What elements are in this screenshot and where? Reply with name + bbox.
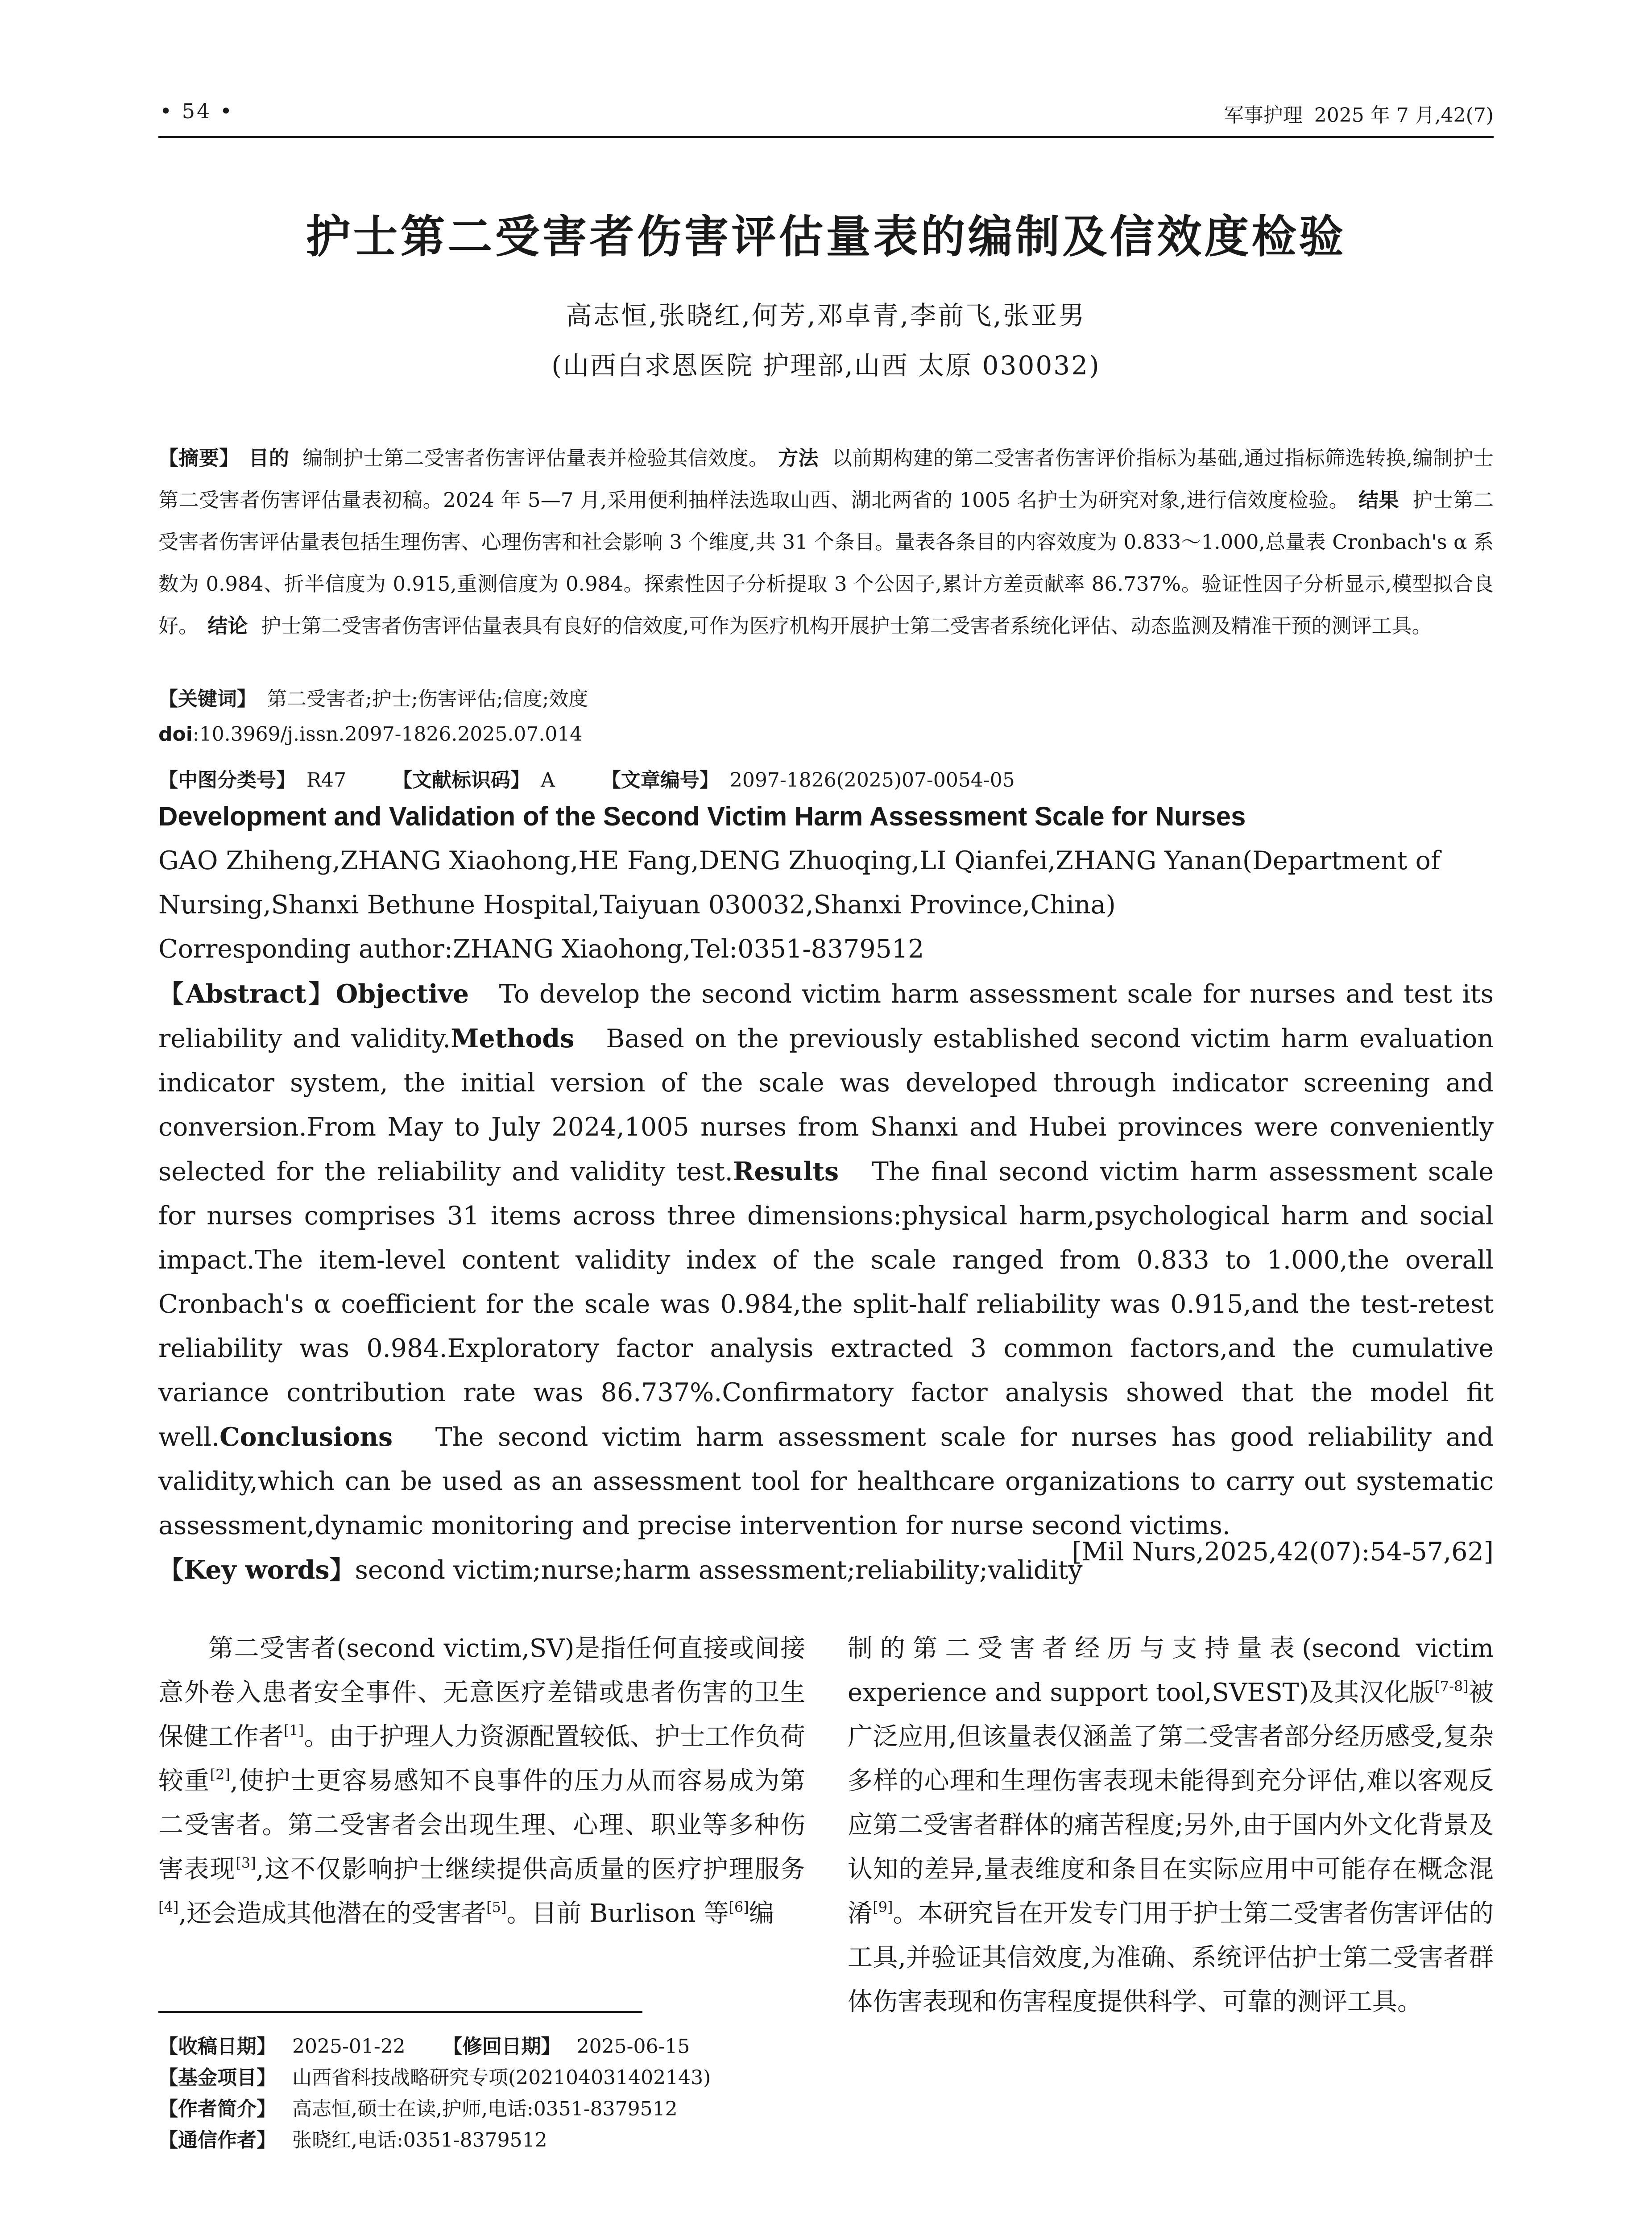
corresponding-text: 张晓红,电话:0351-8379512 [292,2129,547,2152]
methods-en: Based on the previously established second victim harm evaluation indicator system, the initial version of the scale was developed through indicator screening and conversion.From May to July 2024,1005 nurses from Shanxi and Hubei provinces were conveniently selected for the reliability and validity test. [158,1024,1494,1186]
article-number-label: 【文章编号】 [601,769,719,792]
methods-label-cn: 方法 [778,446,819,470]
body-text: 制的第二受害者经历与支持量表(second victim experience and support tool,SVEST)及其汉化版 [848,1634,1494,1707]
keywords-text-cn: 第二受害者;护士;伤害评估;信度;效度 [267,688,588,710]
received-date: 2025-01-22 [292,2035,406,2058]
received-label: 【收稿日期】 [158,2035,276,2058]
body-text: 被广泛应用,但该量表仅涵盖了第二受害者部分经历感受,复杂多样的心理和生理伤害表现未能得到充分评估,难以客观反应第二受害者群体的痛苦程度;另外,由于国内外文化背景及认知的差异,量表维度和条目在实际应用中可能存在概念混淆 [848,1678,1494,1928]
journal-name: 军事护理 [1224,104,1303,127]
running-header [1224,99,1494,128]
abstract-label-en: 【Abstract】 [158,979,336,1009]
abstract-cn [158,437,1494,647]
objective-label-en: Objective [335,979,469,1009]
issue-info: 2025 年 7 月,42(7) [1314,104,1494,127]
doc-code-value: A [541,769,555,792]
body-text: ,使护士更容易感知不良事件的压力从而容易成为第二受害者。第二受害者会出现生理、心理、职业等多种伤害表现 [158,1767,805,1884]
footnote-dates [158,2030,690,2059]
objective-label-cn: 目的 [248,446,290,470]
body-column-left [158,1626,805,1936]
authors-cn: 高志恒,张晓红,何芳,邓卓青,李前飞,张亚男 [566,300,1086,331]
body-text: 第二受害者(second victim,SV)是指任何直接或间接意外卷入患者安全事件、无意医疗差错或患者伤害的卫生保健工作者 [158,1634,805,1751]
footnote-fund [158,2061,711,2090]
citation: [Mil Nurs,2025,42(07):54-57,62] [1072,1537,1494,1567]
conclusions-cn: 护士第二受害者伤害评估量表具有良好的信效度,可作为医疗机构开展护士第二受害者系统化评估、动态监测及精准干预的测评工具。 [261,614,1432,638]
revised-date: 2025-06-15 [576,2035,690,2058]
body-text: 。由于护理人力资源配置较低、护士工作负荷较重 [158,1722,806,1796]
affiliation-cn: (山西白求恩医院 护理部,山西 太原 030032) [551,350,1101,381]
doi-label: doi [158,723,193,746]
objective-en: To develop the second victim harm assessment scale for nurses and test its reliability and validity. [158,979,1494,1053]
methods-cn: 以前期构建的第二受害者伤害评价指标为基础,通过指标筛选转换,编制护士第二受害者伤害评估量表初稿。2024 年 5—7 月,采用便利抽样法选取山西、湖北两省的 1005 名护士为研究对象,进行信效度检验。 [158,446,1494,512]
classification-line [158,764,1015,792]
authors-en-line2: Nursing,Shanxi Bethune Hospital,Taiyuan 030032,Shanxi Province,China) [158,890,1116,920]
keywords-text-en: second victim;nurse;harm assessment;reliability;validity [355,1555,1083,1585]
keywords-label-cn: 【关键词】 [158,688,257,710]
results-label-cn: 结果 [1358,488,1399,512]
citation-ref[interactable]: [4] [158,1899,179,1916]
conclusions-label-en: Conclusions [219,1422,393,1452]
authors-en-line1: GAO Zhiheng,ZHANG Xiaohong,HE Fang,DENG Zhuoqing,LI Qianfei,ZHANG Yanan(Department of [158,846,1441,875]
authors-en [158,839,1494,971]
article-number-value: 2097-1826(2025)07-0054-05 [729,769,1015,792]
clc-value: R47 [306,769,347,792]
results-cn: 护士第二受害者伤害评估量表包括生理伤害、心理伤害和社会影响 3 个维度,共 31 个条目。量表各条目的内容效度为 0.833～1.000,总量表 Cronbach's α 系数为 0.984、折半信度为 0.915,重测信度为 0.984。探索性因子分析提取 3 个公因子,累计方差贡献率 86.737%。验证性因子分析显示,模型拟合良好。 [158,488,1494,638]
paper-title-cn: 护士第二受害者伤害评估量表的编制及信效度检验 [306,211,1346,263]
body-text: 。本研究旨在开发专门用于护士第二受害者伤害评估的工具,并验证其信效度,为准确、系统评估护士第二受害者群体伤害表现和伤害程度提供科学、可靠的测评工具。 [848,1899,1494,2016]
abstract-en [158,972,1494,1592]
citation-ref[interactable]: [7-8] [1434,1678,1469,1695]
footnote-author [158,2093,678,2121]
body-text: ,这不仅影响护士继续提供高质量的医疗护理服务 [256,1855,805,1884]
doi-value[interactable]: :10.3969/j.issn.2097-1826.2025.07.014 [192,723,583,746]
body-text: 编 [749,1899,774,1928]
citation-ref[interactable]: [3] [236,1854,256,1871]
conclusions-label-cn: 结论 [207,614,248,638]
objective-cn: 编制护士第二受害者伤害评估量表并检验其信效度。 [302,446,769,470]
doi-line [158,723,582,746]
results-label-en: Results [733,1157,839,1186]
author-bio-text: 高志恒,硕士在读,护师,电话:0351-8379512 [292,2098,678,2120]
conclusions-en: The second victim harm assessment scale for nurses has good reliability and validity,which can be used as an assessment tool for healthcare organizations to carry out systematic assessment,dynamic monitoring and precise intervention for nurse second victims. [158,1422,1494,1540]
corresponding-author: Corresponding author:ZHANG Xiaohong,Tel:0351-8379512 [158,934,924,964]
body-column-right [848,1626,1494,2024]
corresponding-label: 【通信作者】 [158,2129,276,2152]
author-bio-label: 【作者简介】 [158,2098,276,2120]
abstract-label-cn: 【摘要】 [158,446,240,470]
footnote-divider [158,2011,642,2013]
citation-ref[interactable]: [2] [210,1766,230,1783]
fund-text: 山西省科技战略研究专项(202104031402143) [292,2066,711,2089]
revised-label: 【修回日期】 [443,2035,561,2058]
header-divider [158,136,1494,138]
clc-label: 【中图分类号】 [158,769,296,792]
footnote-corresponding [158,2124,547,2152]
keywords-label-en: 【Key words】 [158,1555,355,1585]
body-text: ,还会造成其他潜在的受害者 [178,1899,487,1928]
citation-ref[interactable]: [1] [283,1722,304,1739]
citation-ref[interactable]: [9] [873,1899,893,1916]
keywords-cn [158,683,588,711]
methods-label-en: Methods [451,1024,575,1053]
doc-code-label: 【文献标识码】 [393,769,530,792]
page-number: • 54 • [160,99,234,123]
fund-label: 【基金项目】 [158,2066,276,2089]
body-text: 。目前 Burlison 等 [506,1899,729,1928]
citation-ref[interactable]: [6] [729,1899,749,1916]
citation-ref[interactable]: [5] [486,1899,507,1916]
results-en: The final second victim harm assessment scale for nurses comprises 31 items across three dimensions:physical harm,psychological harm and social impact.The item-level content validity index of the scale ranged from 0.833 to 1.000,the overall Cronbach's α coefficient for the scale was 0.984,the split-half reliability was 0.915,and the test-retest reliability was 0.984.Exploratory factor analysis extracted 3 common factors,and the cumulative variance contribution rate was 86.737%.Confirmatory factor analysis showed that the model fit well. [158,1157,1494,1452]
paper-title-en: Development and Validation of the Second Victim Harm Assessment Scale for Nurses [158,801,1246,831]
